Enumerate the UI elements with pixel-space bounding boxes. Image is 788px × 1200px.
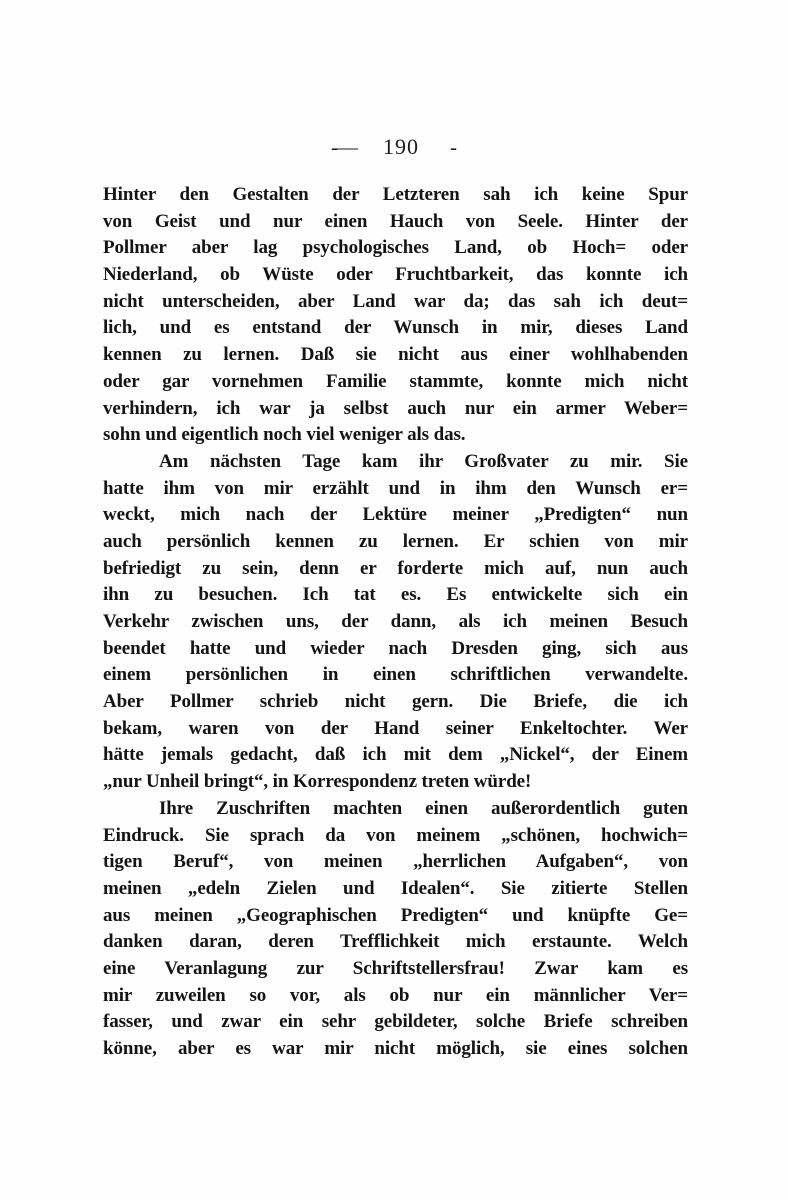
text-line: Niederland, ob Wüste oder Fruchtbarkeit, das konnte ich — [103, 264, 688, 286]
text-line: ihn zu besuchen. Ich tat es. Es entwickelte sich ein — [103, 584, 688, 606]
text-line: Pollmer aber lag psychologisches Land, ob Hoch= oder — [103, 237, 688, 259]
header-dash-left: -— — [331, 134, 357, 159]
text-line: aus meinen „Geographischen Predigten“ und knüpfte Ge= — [103, 904, 688, 926]
text-line: eine Veranlagung zur Schriftstellersfrau! Zwar kam es — [103, 957, 688, 979]
text-line: lich, und es entstand der Wunsch in mir, dieses Land — [103, 317, 688, 339]
text-line: hatte ihm von mir erzählt und in ihm den Wunsch er= — [103, 477, 688, 499]
text-line: Eindruck. Sie sprach da von meinem „schönen, hochwich= — [103, 824, 688, 846]
text-line: meinen „edeln Zielen und Idealen“. Sie zitierte Stellen — [103, 877, 688, 899]
page-number: 190 — [383, 134, 419, 159]
text-line: beendet hatte und wieder nach Dresden ging, sich aus — [103, 637, 688, 659]
text-line: befriedigt zu sein, denn er forderte mich auf, nun auch — [103, 557, 688, 579]
header-dash-right: - — [450, 134, 457, 159]
text-line-paragraph-end: sohn und eigentlich noch viel weniger als das. — [103, 424, 466, 446]
text-line: mir zuweilen so vor, als ob nur ein männlicher Ver= — [103, 984, 688, 1006]
text-line-paragraph-start: Am nächsten Tage kam ihr Großvater zu mir. Sie — [159, 450, 688, 472]
text-line: könne, aber es war mir nicht möglich, sie eines solchen — [103, 1038, 688, 1059]
text-line: oder gar vornehmen Familie stammte, konnte mich nicht — [103, 370, 688, 392]
text-line: hätte jemals gedacht, daß ich mit dem „Nickel“, der Einem — [103, 744, 688, 766]
text-line: von Geist und nur einen Hauch von Seele. Hinter der — [103, 210, 688, 232]
text-line: Aber Pollmer schrieb nicht gern. Die Briefe, die ich — [103, 691, 688, 713]
text-line-paragraph-end: „nur Unheil bringt“, in Korrespondenz treten würde! — [103, 771, 532, 793]
text-line: Hinter den Gestalten der Letzteren sah ich keine Spur — [103, 184, 688, 205]
text-line: fasser, und zwar ein sehr gebildeter, solche Briefe schreiben — [103, 1011, 688, 1033]
text-line-paragraph-start: Ihre Zuschriften machten einen außerordentlich guten — [159, 797, 688, 819]
text-line: tigen Beruf“, von meinen „herrlichen Aufgaben“, von — [103, 851, 688, 873]
text-line: Verkehr zwischen uns, der dann, als ich meinen Besuch — [103, 611, 688, 632]
body-text-block — [103, 182, 688, 1063]
text-line: bekam, waren von der Hand seiner Enkeltochter. Wer — [103, 717, 688, 739]
text-line: danken daran, deren Trefflichkeit mich erstaunte. Welch — [103, 931, 688, 953]
text-line: auch persönlich kennen zu lernen. Er schien von mir — [103, 530, 688, 552]
text-line: kennen zu lernen. Daß sie nicht aus einer wohlhabenden — [103, 344, 688, 366]
text-line: weckt, mich nach der Lektüre meiner „Predigten“ nun — [103, 504, 688, 526]
text-line: nicht unterscheiden, aber Land war da; das sah ich deut= — [103, 290, 688, 312]
page-header — [0, 133, 788, 161]
text-line: verhindern, ich war ja selbst auch nur ein armer Weber= — [103, 397, 688, 419]
text-line: einem persönlichen in einen schriftlichen verwandelte. — [103, 664, 688, 686]
